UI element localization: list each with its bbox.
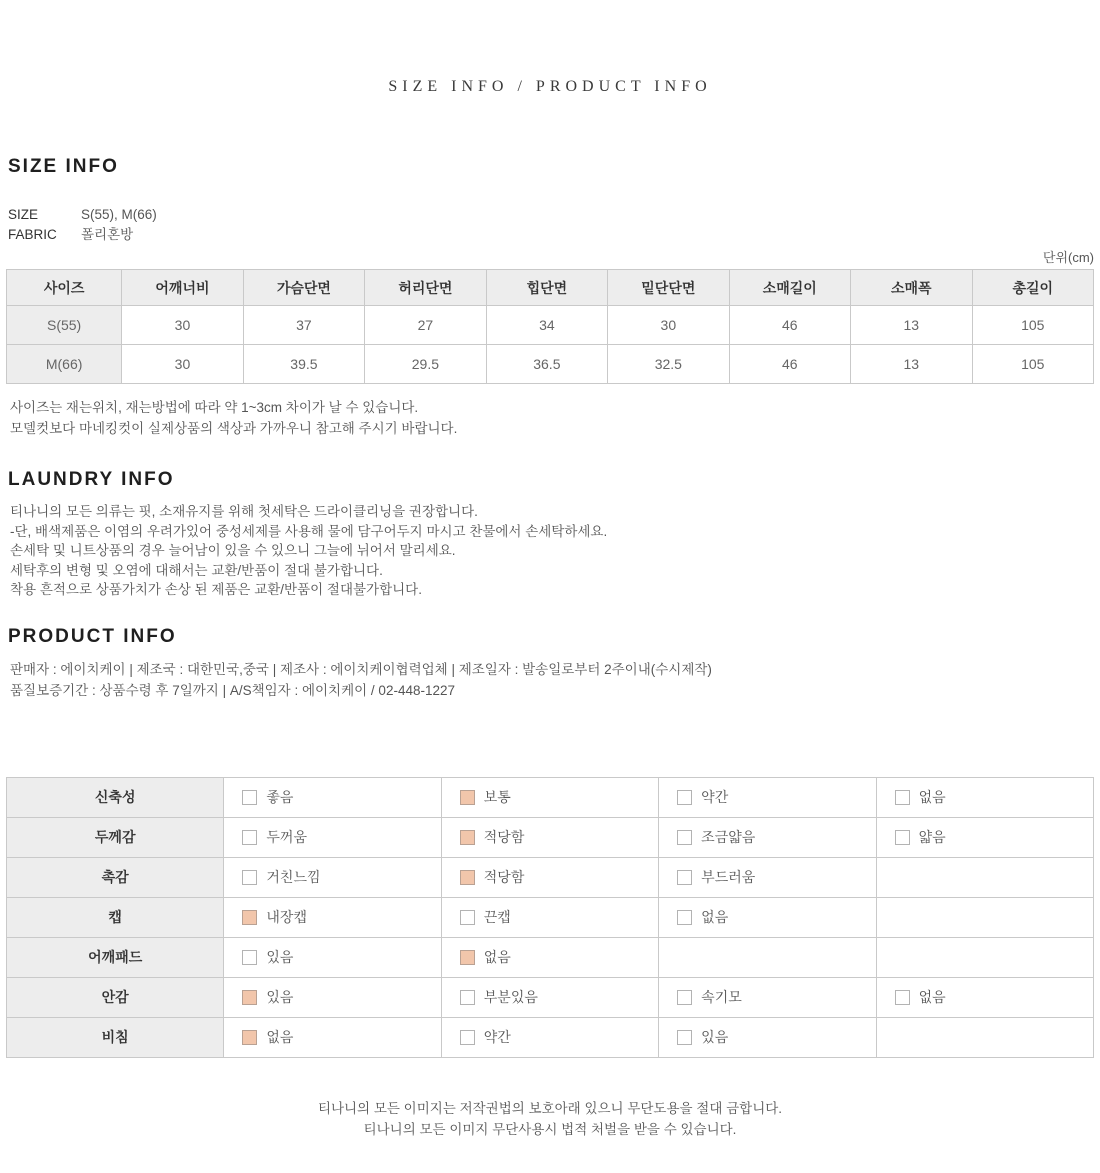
feature-option-cell	[659, 1017, 876, 1057]
size-value-cell: 36.5	[486, 345, 607, 384]
feature-option-cell	[224, 897, 441, 937]
feature-empty-cell	[876, 897, 1093, 937]
feature-option	[460, 987, 658, 1007]
feature-option	[677, 987, 875, 1007]
feature-option	[677, 1027, 875, 1047]
feature-option	[460, 827, 658, 847]
size-value-cell: 46	[729, 345, 850, 384]
size-meta-row	[8, 205, 1094, 225]
size-value-cell: 39.5	[243, 345, 364, 384]
feature-option-cell	[224, 777, 441, 817]
feature-label: 신축성	[7, 777, 224, 817]
size-value-cell: 30	[122, 306, 243, 345]
size-column-header: 힙단면	[486, 270, 607, 306]
checkbox-unchecked-icon	[242, 830, 257, 845]
checkbox-unchecked-icon	[242, 950, 257, 965]
product-line: 판매자 : 에이치케이 | 제조국 : 대한민국,중국 | 제조사 : 에이치케이협력업체 | 제조일자 : 발송일로부터 2주이내(수시제작)	[10, 661, 712, 677]
feature-option	[242, 787, 440, 807]
size-value-cell: 34	[486, 306, 607, 345]
feature-option-label: 부드러움	[701, 869, 756, 885]
checkbox-unchecked-icon	[677, 830, 692, 845]
feature-option	[460, 787, 658, 807]
checkbox-checked-icon	[460, 870, 475, 885]
feature-option-cell	[876, 977, 1093, 1017]
product-lines	[10, 659, 1094, 701]
feature-label: 비침	[7, 1017, 224, 1057]
feature-option-label: 적당함	[483, 869, 525, 885]
feature-option	[242, 867, 440, 887]
feature-empty-cell	[659, 937, 876, 977]
checkbox-unchecked-icon	[677, 910, 692, 925]
checkbox-unchecked-icon	[677, 790, 692, 805]
size-value-cell: 105	[972, 345, 1094, 384]
size-value-cell: 30	[122, 345, 243, 384]
footer-copyright	[6, 1098, 1094, 1140]
size-column-header: 소매길이	[729, 270, 850, 306]
feature-empty-cell	[876, 857, 1093, 897]
checkbox-unchecked-icon	[677, 1030, 692, 1045]
page-title: SIZE INFO / PRODUCT INFO	[388, 78, 712, 95]
size-meta-label: SIZE	[8, 207, 39, 222]
feature-option-label: 없음	[483, 949, 511, 965]
size-value-cell: 13	[851, 306, 972, 345]
footer-line: 티나니의 모든 이미지는 저작권법의 보호아래 있으니 무단도용을 절대 금합니다.	[317, 1100, 783, 1116]
laundry-line: 손세탁 및 니트상품의 경우 늘어남이 있을 수 있으니 그늘에 뉘어서 말리세요.	[10, 543, 456, 558]
checkbox-unchecked-icon	[677, 990, 692, 1005]
feature-option-cell	[659, 857, 876, 897]
feature-option	[242, 907, 440, 927]
feature-option	[895, 787, 1093, 807]
checkbox-unchecked-icon	[895, 830, 910, 845]
feature-option	[460, 947, 658, 967]
checkbox-unchecked-icon	[242, 790, 257, 805]
feature-option	[677, 867, 875, 887]
feature-option	[677, 827, 875, 847]
feature-option	[242, 1027, 440, 1047]
checkbox-unchecked-icon	[460, 1030, 475, 1045]
product-line: 품질보증기간 : 상품수령 후 7일까지 | A/S책임자 : 에이치케이 / 02-448-1227	[10, 682, 455, 698]
size-table-row	[7, 345, 1094, 384]
feature-option-label: 부분있음	[483, 989, 538, 1005]
feature-option-cell	[224, 817, 441, 857]
laundry-line: 착용 흔적으로 상품가치가 손상 된 제품은 교환/반품이 절대불가합니다.	[10, 582, 422, 597]
feature-option-label: 얇음	[918, 829, 946, 845]
feature-option-cell	[659, 897, 876, 937]
feature-option-label: 없음	[266, 1029, 294, 1045]
size-column-header: 소매폭	[851, 270, 972, 306]
checkbox-checked-icon	[242, 910, 257, 925]
size-meta	[8, 205, 1094, 245]
feature-option	[460, 907, 658, 927]
size-row-name: M(66)	[7, 345, 122, 384]
feature-option	[895, 987, 1093, 1007]
feature-option-label: 있음	[701, 1029, 729, 1045]
size-value-cell: 32.5	[608, 345, 729, 384]
size-row-name: S(55)	[7, 306, 122, 345]
feature-label: 안감	[7, 977, 224, 1017]
feature-option-cell	[659, 977, 876, 1017]
feature-option-label: 적당함	[483, 829, 525, 845]
size-note-line: 사이즈는 재는위치, 재는방법에 따라 약 1~3cm 차이가 날 수 있습니다.	[10, 400, 419, 415]
checkbox-unchecked-icon	[242, 870, 257, 885]
feature-option-cell	[876, 777, 1093, 817]
feature-option	[677, 787, 875, 807]
feature-row	[7, 817, 1094, 857]
feature-option-label: 속기모	[701, 989, 742, 1005]
checkbox-unchecked-icon	[460, 990, 475, 1005]
size-column-header: 어깨너비	[122, 270, 243, 306]
product-info-heading: PRODUCT INFO	[8, 625, 177, 647]
feature-option	[242, 947, 440, 967]
feature-row	[7, 1017, 1094, 1057]
feature-option-cell	[441, 977, 658, 1017]
feature-option-cell	[441, 937, 658, 977]
feature-option-label: 거친느낌	[266, 869, 321, 885]
size-value-cell: 46	[729, 306, 850, 345]
feature-option-cell	[441, 1017, 658, 1057]
size-value-cell: 105	[972, 306, 1094, 345]
laundry-line: 세탁후의 변형 및 오염에 대해서는 교환/반품이 절대 불가합니다.	[10, 562, 383, 578]
size-value-cell: 30	[608, 306, 729, 345]
feature-row	[7, 897, 1094, 937]
size-value-cell: 29.5	[365, 345, 486, 384]
laundry-line: 티나니의 모든 의류는 핏, 소재유지를 위해 첫세탁은 드라이클리닝을 권장합니다.	[10, 504, 478, 519]
size-column-header: 밑단단면	[608, 270, 729, 306]
feature-option	[677, 907, 875, 927]
feature-option-label: 있음	[266, 989, 294, 1005]
feature-option-cell	[441, 817, 658, 857]
feature-option-cell	[659, 817, 876, 857]
feature-option-label: 조금얇음	[701, 829, 756, 845]
feature-label: 두께감	[7, 817, 224, 857]
size-value-cell: 13	[851, 345, 972, 384]
feature-empty-cell	[876, 937, 1093, 977]
size-column-header: 가슴단면	[243, 270, 364, 306]
size-column-header: 허리단면	[365, 270, 486, 306]
feature-option-label: 없음	[918, 989, 946, 1005]
laundry-line: -단, 배색제품은 이염의 우려가있어 중성세제를 사용해 물에 담구어두지 마시고 찬물에서 손세탁하세요.	[10, 523, 608, 539]
feature-row	[7, 977, 1094, 1017]
fabric-meta-label: FABRIC	[8, 227, 57, 242]
laundry-lines	[10, 502, 1094, 600]
feature-option-label: 약간	[483, 1029, 511, 1045]
size-column-header: 사이즈	[7, 270, 122, 306]
fabric-meta-row	[8, 225, 1094, 245]
feature-option-label: 약간	[701, 789, 729, 805]
checkbox-unchecked-icon	[895, 990, 910, 1005]
laundry-info-heading: LAUNDRY INFO	[8, 469, 175, 490]
feature-option	[895, 827, 1093, 847]
feature-option-cell	[224, 1017, 441, 1057]
feature-option-cell	[441, 777, 658, 817]
size-table-row	[7, 306, 1094, 345]
checkbox-checked-icon	[460, 830, 475, 845]
feature-option-cell	[224, 977, 441, 1017]
feature-option-label: 두꺼움	[266, 829, 307, 845]
feature-row	[7, 857, 1094, 897]
feature-option-label: 보통	[483, 789, 511, 805]
feature-option	[460, 1027, 658, 1047]
size-info-heading: SIZE INFO	[8, 156, 119, 177]
size-meta-value: S(55), M(66)	[81, 207, 157, 222]
feature-option-label: 있음	[266, 949, 294, 965]
feature-option-label: 내장캡	[266, 909, 307, 925]
feature-option	[460, 867, 658, 887]
feature-option-label: 없음	[701, 909, 729, 925]
checkbox-checked-icon	[242, 990, 257, 1005]
feature-label: 어깨패드	[7, 937, 224, 977]
feature-label: 촉감	[7, 857, 224, 897]
footer-line: 티나니의 모든 이미지 무단사용시 법적 처벌을 받을 수 있습니다.	[363, 1121, 737, 1137]
checkbox-checked-icon	[242, 1030, 257, 1045]
fabric-meta-value: 폴리혼방	[81, 227, 134, 242]
feature-option	[242, 987, 440, 1007]
feature-option-cell	[224, 937, 441, 977]
checkbox-unchecked-icon	[460, 910, 475, 925]
size-note-line: 모델컷보다 마네킹컷이 실제상품의 색상과 가까우니 참고해 주시기 바랍니다.	[10, 421, 458, 436]
size-notes	[10, 397, 1094, 439]
checkbox-checked-icon	[460, 790, 475, 805]
feature-label: 캡	[7, 897, 224, 937]
unit-label: 단위(cm)	[1042, 250, 1094, 265]
feature-option-label: 좋음	[266, 789, 294, 805]
checkbox-checked-icon	[460, 950, 475, 965]
checkbox-unchecked-icon	[895, 790, 910, 805]
size-table-header-row	[7, 270, 1094, 306]
size-value-cell: 27	[365, 306, 486, 345]
feature-option-label: 끈캡	[483, 909, 511, 925]
feature-option-label: 없음	[918, 789, 946, 805]
size-value-cell: 37	[243, 306, 364, 345]
feature-option-cell	[659, 777, 876, 817]
feature-option-cell	[441, 857, 658, 897]
size-column-header: 총길이	[972, 270, 1094, 306]
features-table	[6, 777, 1094, 1058]
size-table	[6, 269, 1094, 384]
feature-option-cell	[224, 857, 441, 897]
feature-option-cell	[441, 897, 658, 937]
feature-row	[7, 937, 1094, 977]
feature-option	[242, 827, 440, 847]
checkbox-unchecked-icon	[677, 870, 692, 885]
feature-row	[7, 777, 1094, 817]
feature-option-cell	[876, 817, 1093, 857]
feature-empty-cell	[876, 1017, 1093, 1057]
